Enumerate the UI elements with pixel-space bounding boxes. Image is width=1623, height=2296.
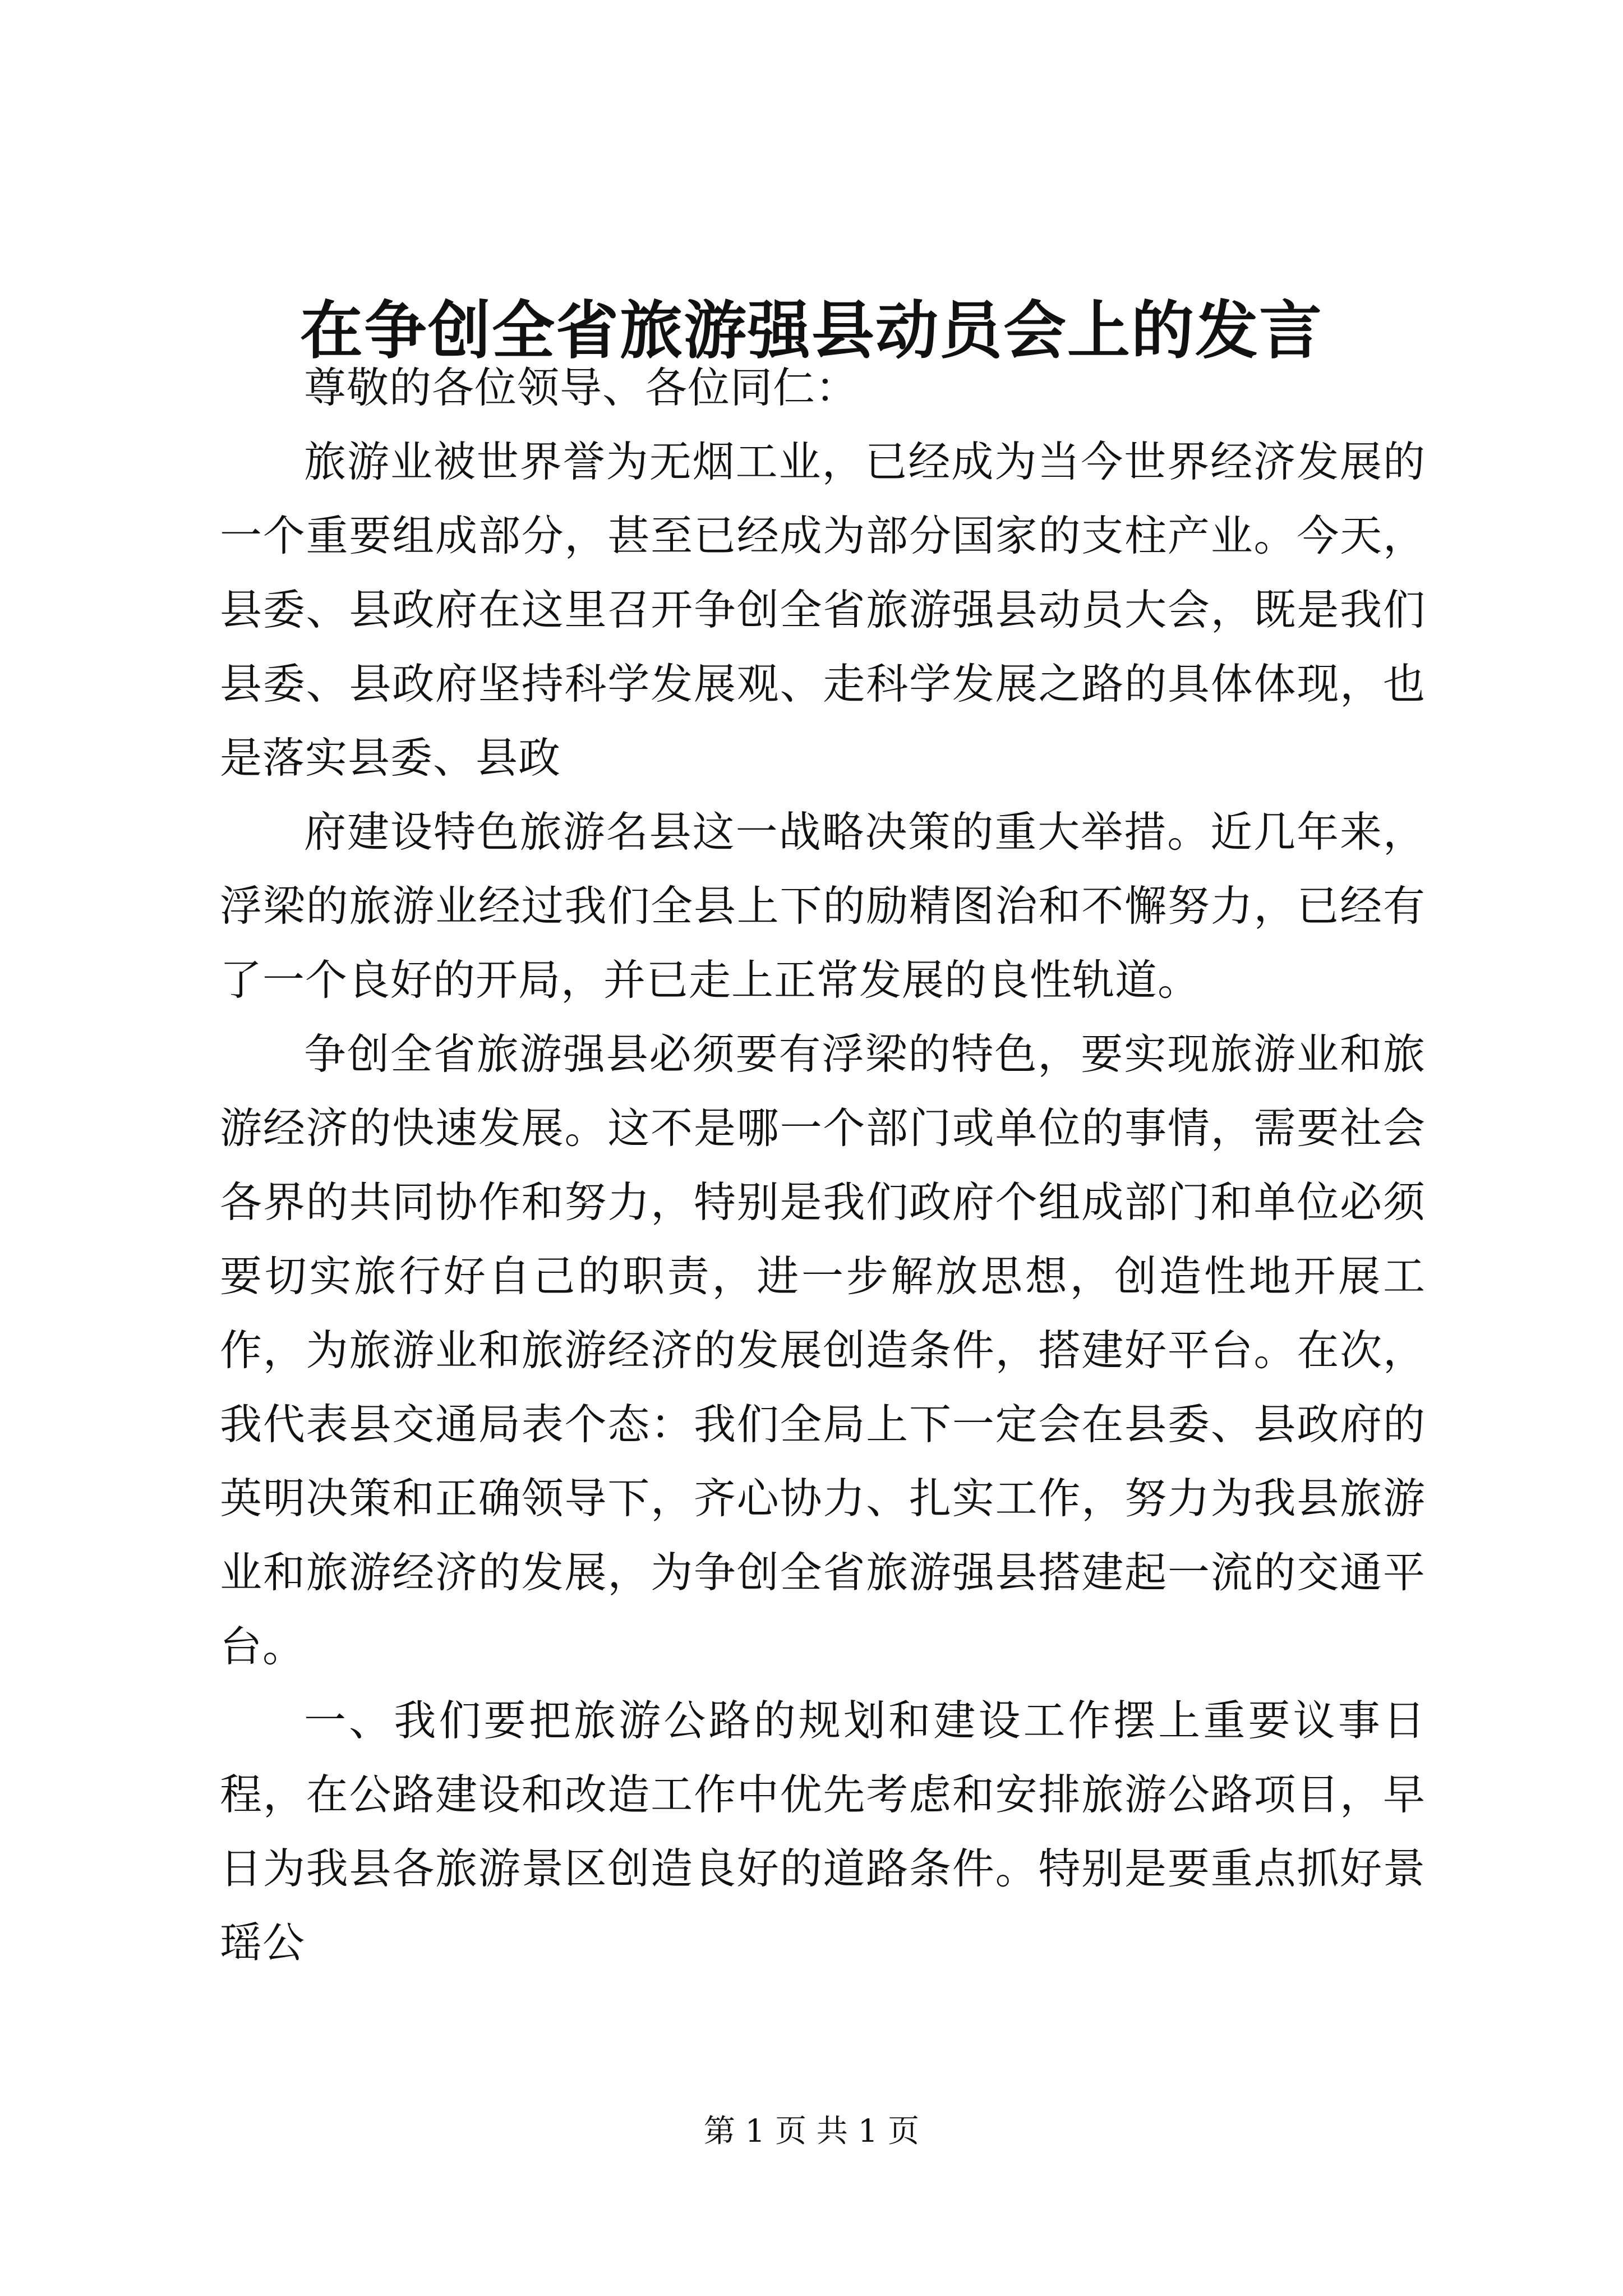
- paragraph-4: 一、我们要把旅游公路的规划和建设工作摆上重要议事日程，在公路建设和改造工作中优先考虑和安排旅游公路项目，早日为我县各旅游景区创造良好的道路条件。特别是要重点抓好景瑶公: [220, 1696, 1426, 1967]
- document-title: 在争创全省旅游强县动员会上的发言: [300, 294, 1323, 367]
- paragraph-3: 争创全省旅游强县必须要有浮梁的特色，要实现旅游业和旅游经济的快速发展。这不是哪一个部门或单位的事情，需要社会各界的共同协作和努力，特别是我们政府个组成部门和单位必须要切实旅行好自己的职责，进一步解放思想，创造性地开展工作，为旅游业和旅游经济的发展创造条件，搭建好平台。在次，我代表县交通局表个态：我们全局上下一定会在县委、县政府的英明决策和正确领导下，齐心协力、扎实工作，努力为我县旅游业和旅游经济的发展，为争创全省旅游强县搭建起一流的交通平台。: [220, 1029, 1426, 1671]
- document-body: [220, 351, 1426, 1980]
- paragraph-salutation: 尊敬的各位领导、各位同仁：: [304, 363, 859, 412]
- paragraph-1: 旅游业被世界誉为无烟工业，已经成为当今世界经济发展的一个重要组成部分，甚至已经成为部分国家的支柱产业。今天，县委、县政府在这里召开争创全省旅游强县动员大会，既是我们县委、县政府坚持科学发展观、走科学发展之路的具体体现，也是落实县委、县政: [220, 437, 1426, 783]
- page-footer: 第 1 页 共 1 页: [703, 2113, 920, 2150]
- paragraph-2: 府建设特色旅游名县这一战略决策的重大举措。近几年来，浮梁的旅游业经过我们全县上下的励精图治和不懈努力，已经有了一个良好的开局，并已走上正常发展的良性轨道。: [220, 807, 1426, 1005]
